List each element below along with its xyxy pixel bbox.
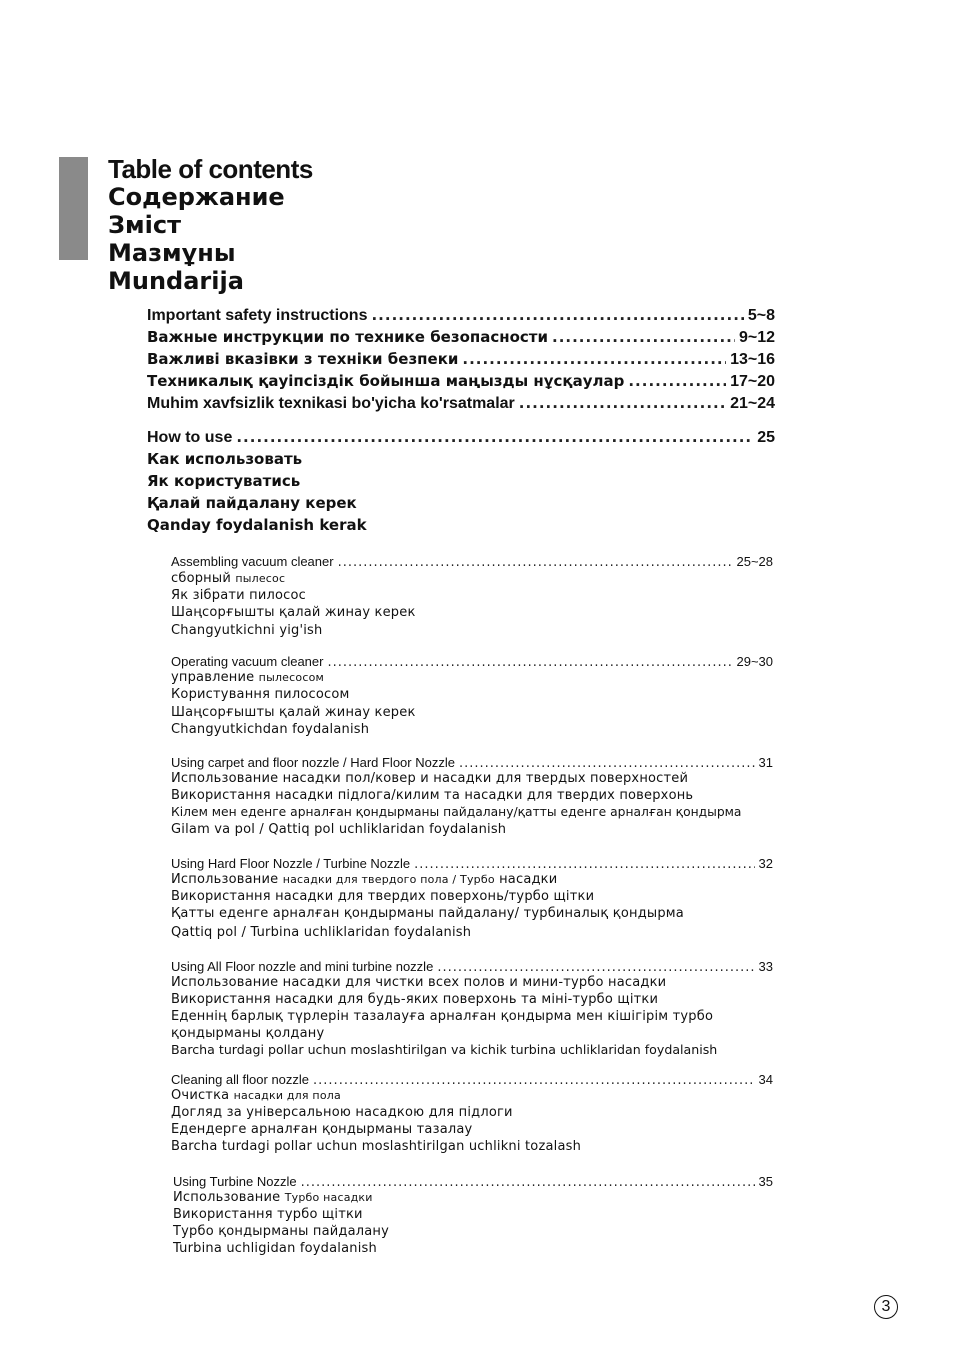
- toc-page-number: 21~24: [730, 395, 775, 412]
- toc-page-number: 5~8: [747, 307, 775, 324]
- section-line: сборный пылесос: [171, 571, 286, 586]
- section-line: Використання насадки підлога/килим та насадки для твердих поверхонь: [171, 788, 694, 803]
- toc-entry-how-to-use[interactable]: [147, 428, 775, 447]
- toc-entry-safety-en[interactable]: [147, 306, 775, 325]
- toc-entry-label: Using All Floor nozzle and mini turbine nozzle: [171, 959, 434, 974]
- toc-entry-safety-uz[interactable]: [147, 394, 775, 413]
- toc-leader-dots: [459, 756, 755, 771]
- toc-entry-safety-ru[interactable]: [147, 328, 775, 347]
- toc-entry-safety-kk[interactable]: [147, 372, 775, 391]
- section-line: Использование насадки пол/ковер и насадки для твердых поверхностей: [171, 771, 689, 786]
- toc-page-number: 29~30: [736, 654, 773, 669]
- section-line: управление пылесосом: [171, 670, 325, 685]
- section-line: Як зібрати пилосос: [171, 588, 306, 603]
- section-line: Turbina uchligidan foydalanish: [173, 1241, 377, 1256]
- section-line: Changyutkichdan foydalanish: [171, 722, 370, 737]
- toc-leader-dots: [338, 555, 733, 570]
- section-line: Changyutkichni yig'ish: [171, 623, 323, 638]
- section-line: Догляд за універсальною насадкою для підлоги: [171, 1105, 513, 1120]
- section-line: Кілем мен еденге арналған қондырманы пайдалану/қатты еденге арналған қондырма: [171, 805, 742, 819]
- page-title-uk: Зміст: [108, 211, 182, 239]
- toc-entry-turbine-nozzle[interactable]: [173, 1174, 773, 1190]
- toc-page-number: 25~28: [736, 554, 773, 569]
- section-line: Використання турбо щітки: [173, 1207, 363, 1222]
- toc-page-number: 34: [758, 1072, 773, 1087]
- toc-entry-cleaning-all-floor-nozzle[interactable]: [171, 1072, 773, 1088]
- toc-leader-dots: [371, 306, 743, 324]
- toc-page-number: 13~16: [730, 351, 775, 368]
- section-line: Еденнің барлық түрлерін тазалауға арналған қондырма мен кішігірім турбо: [171, 1009, 714, 1024]
- toc-entry-carpet-floor-nozzle[interactable]: [171, 755, 773, 771]
- section-marker-bar: [59, 157, 88, 260]
- how-to-use-uk: Як користуватись: [147, 472, 301, 490]
- toc-entry-label: Operating vacuum cleaner: [171, 654, 324, 669]
- toc-entry-assembling[interactable]: [171, 554, 773, 570]
- toc-page-number: 17~20: [730, 373, 775, 390]
- section-line: қондырманы қолдану: [171, 1026, 325, 1041]
- how-to-use-kk: Қалай пайдалану керек: [147, 494, 357, 512]
- toc-leader-dots: [236, 428, 753, 446]
- toc-page-number: 9~12: [738, 329, 775, 346]
- page-number-badge: 3: [874, 1295, 898, 1319]
- toc-entry-label: How to use: [147, 429, 233, 446]
- toc-page-number: 32: [758, 856, 773, 871]
- toc-page-number: 31: [758, 755, 773, 770]
- toc-leader-dots: [301, 1175, 755, 1190]
- section-line: Використання насадки для твердих поверхонь/турбо щітки: [171, 889, 595, 904]
- section-line: Користування пилососом: [171, 687, 350, 702]
- toc-entry-label: Важливі вказівки з техніки безпеки: [147, 350, 459, 368]
- toc-page-number: 33: [758, 959, 773, 974]
- section-line: Barcha turdagi pollar uchun moslashtirilgan uchlikni tozalash: [171, 1139, 582, 1154]
- section-line: Шаңсорғышты қалай жинау керек: [171, 705, 416, 720]
- section-line: Qattiq pol / Turbina uchliklaridan foydalanish: [171, 925, 472, 940]
- page-title-ru: Содержание: [108, 183, 285, 211]
- toc-leader-dots: [519, 394, 726, 412]
- toc-entry-all-floor-mini-turbine[interactable]: [171, 959, 773, 975]
- toc-entry-label: Muhim xavfsizlik texnikasi bo'yicha ko'rsatmalar: [147, 395, 515, 412]
- toc-entry-hard-floor-turbine[interactable]: [171, 856, 773, 872]
- section-line: Barcha turdagi pollar uchun moslashtirilgan va kichik turbina uchliklaridan foydalanish: [171, 1042, 718, 1057]
- toc-entry-label: Using Turbine Nozzle: [173, 1174, 297, 1189]
- section-line: Едендерге арналған қондырманы тазалау: [171, 1122, 473, 1137]
- toc-leader-dots: [414, 857, 754, 872]
- how-to-use-ru: Как использовать: [147, 450, 303, 468]
- toc-entry-label: Using Hard Floor Nozzle / Turbine Nozzle: [171, 856, 411, 871]
- section-line: Шаңсорғышты қалай жинау керек: [171, 605, 416, 620]
- toc-entry-label: Техникалық қауіпсіздік бойынша маңызды нұсқаулар: [147, 372, 625, 390]
- toc-entry-operating[interactable]: [171, 654, 773, 670]
- toc-page-number: 25: [757, 429, 775, 446]
- section-line: Использование Турбо насадки: [173, 1190, 373, 1205]
- how-to-use-uz: Qanday foydalanish kerak: [147, 516, 367, 534]
- page-title-uz: Mundarija: [108, 267, 244, 295]
- toc-leader-dots: [462, 350, 726, 368]
- toc-page-number: 35: [758, 1174, 773, 1189]
- section-line: Использование насадки для чистки всех полов и мини-турбо насадки: [171, 975, 667, 990]
- section-line: Использование насадки для твердого пола / Турбо насадки: [171, 872, 558, 887]
- section-line: Gilam va pol / Qattiq pol uchliklaridan foydalanish: [171, 822, 507, 837]
- toc-leader-dots: [327, 655, 732, 670]
- section-line: Очистка насадки для пола: [171, 1088, 341, 1103]
- section-line: Қатты еденге арналған қондырманы пайдалану/ турбиналық қондырма: [171, 906, 684, 921]
- section-line: Турбо қондырманы пайдалану: [173, 1224, 390, 1239]
- toc-leader-dots: [313, 1073, 755, 1088]
- toc-leader-dots: [552, 328, 735, 346]
- toc-entry-label: Assembling vacuum cleaner: [171, 554, 334, 569]
- page-title-en: Table of contents: [108, 154, 313, 184]
- toc-entry-label: Using carpet and floor nozzle / Hard Floor Nozzle: [171, 755, 455, 770]
- toc-leader-dots: [628, 372, 726, 390]
- page-title-kk: Мазмұны: [108, 239, 236, 267]
- toc-entry-label: Important safety instructions: [147, 307, 368, 324]
- toc-entry-label: Cleaning all floor nozzle: [171, 1072, 310, 1087]
- toc-leader-dots: [437, 960, 754, 975]
- section-line: Використання насадки для будь-яких поверхонь та міні-турбо щітки: [171, 992, 659, 1007]
- page-title-block: [108, 155, 313, 295]
- toc-entry-label: Важные инструкции по технике безопасности: [147, 328, 549, 346]
- toc-entry-safety-uk[interactable]: [147, 350, 775, 369]
